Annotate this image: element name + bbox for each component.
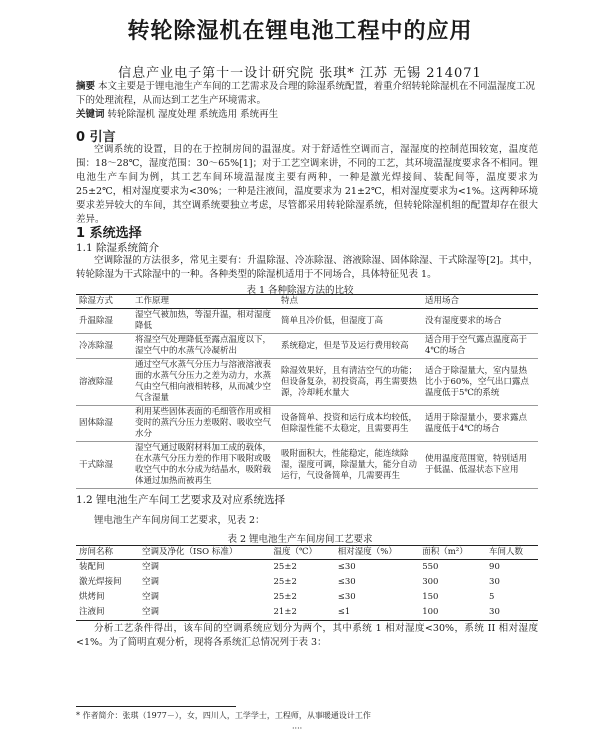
table-cell: ≤30	[337, 562, 356, 572]
keywords-text: 转轮除湿机 湿度处理 系统选用 系统再生	[107, 109, 279, 120]
table-cell: 冷冻除湿	[76, 334, 132, 359]
paragraph-1-2: 锂电池生产车间房间工艺要求，见表 2：	[94, 515, 265, 526]
table-cell: 通过空气水蒸气分压力与溶液溶液表面的水蒸气分压力之差为动力，水蒸气由空气相向液相转移，从而减少空气含湿量	[132, 359, 278, 406]
table-cell: 利用某些固体表面的毛细管作用或相变时的蒸汽分压力差吸附、吸收空气水分	[132, 406, 278, 442]
paragraph-table3-intro: 分析工艺条件得出，该车间的空调系统应划分为两个，其中系统 1 相对湿度<30%，系统 II 相对湿度<1%。为了简明直观分析，现将各系统汇总情况列于表 3：	[76, 623, 538, 648]
table-cell: ≤30	[337, 577, 356, 587]
table-cell: 除湿效果好，且有清洁空气的功能；但设备复杂，初投资高，再生需要热源，冷却耗水量大	[278, 359, 422, 406]
keywords	[76, 108, 536, 122]
table-row	[76, 560, 538, 576]
table1-header: 工作原理	[132, 295, 278, 309]
table1-header: 特点	[278, 295, 422, 309]
table2-header: 温度（℃）	[271, 546, 335, 560]
table-cell: 设备简单、投资和运行成本均较低，但除湿性能不太稳定，且需要再生	[278, 406, 422, 442]
table-cell: 空调	[141, 577, 159, 587]
table-cell: 适用于除湿量小，要求露点温度低于4℃的场合	[422, 406, 538, 442]
table-cell: 没有湿度要求的场合	[422, 309, 538, 334]
table-cell: 湿空气被加热，等湿升温，相对湿度降低	[132, 309, 278, 334]
table-cell: 注液间	[79, 607, 105, 617]
table-cell: ≤30	[337, 592, 356, 602]
footnote-divider	[76, 706, 236, 707]
table-cell: 固体除湿	[76, 406, 132, 442]
table-cell: 系统稳定，但是节及运行费用较高	[278, 334, 422, 359]
table2-header: 面积（m²）	[419, 546, 486, 560]
author-footnote: * 作者简介：张琪（1977－），女，四川人，工学学士，工程师，从事暖通设计工作	[76, 711, 371, 720]
table-cell: 30	[489, 607, 500, 617]
table-cell: 150	[422, 592, 439, 602]
table-cell: 21±2	[273, 607, 297, 617]
table-row	[76, 442, 538, 489]
table-workshop-requirements	[76, 545, 538, 621]
table-cell: 550	[422, 562, 439, 572]
table-cell: 干式除湿	[76, 442, 132, 489]
table-cell: 装配间	[79, 562, 105, 572]
paragraph-1-1: 空调除湿的方法很多，常见主要有：升温除湿、冷冻除湿、溶液除湿、固体除湿、干式除湿等[2]。其中，转轮除湿为干式除湿中的一种。各种类型的除湿机适用于不同场合，具体特征见表 1。	[76, 255, 538, 280]
table-cell: 25±2	[273, 562, 297, 572]
abstract	[76, 80, 536, 108]
table-cell: 简单且冷价低，但湿度丁高	[278, 309, 422, 334]
table-row	[76, 309, 538, 334]
table-row	[76, 334, 538, 359]
table-cell: 使用温度范围宽，特别适用于低温、低湿状态下应用	[422, 442, 538, 489]
table-cell: 90	[489, 562, 500, 572]
table-cell: 空调	[141, 592, 159, 602]
table2-header: 空调及净化（ISO 标准）	[139, 546, 271, 560]
keywords-label: 关键词	[76, 109, 105, 120]
table-cell: 5	[489, 592, 495, 602]
paper-title: 转轮除湿机在锂电池工程中的应用	[127, 19, 473, 44]
table-cell: 将湿空气处理降低至露点温度以下，湿空气中的水蒸气冷凝析出	[132, 334, 278, 359]
section-heading-intro: 0 引言	[76, 130, 116, 145]
intro-paragraph: 空调系统的设置，目的在于控制房间的温湿度。对于舒适性空调而言，湿湿度的控制范围较宽，温度范围：18～28℃，湿度范围：30～65%[1]；对于工艺空调来讲，不同的工艺，其环境温湿度要求各不相同。锂电池生产车间为例，其工艺车间环境温湿度主要有两种，一种是激光焊接间、装配间等，温度要求为 25±2℃，相对湿度要求为<30%；一种是注液间，温度要求为 21±2℃，相对湿度要求为<1%。这两种环境要求差异较大的车间，其空调系统要独立考虑，尽管都采用转轮除湿系统，但转轮除湿机组的配置却存在很大差异。	[76, 144, 538, 225]
table-cell: 空调	[141, 607, 159, 617]
table-cell: 25±2	[273, 577, 297, 587]
table-cell: 适合用于空气露点温度高于4℃的场合	[422, 334, 538, 359]
page-mark: ····	[292, 724, 303, 733]
table-row	[76, 605, 538, 621]
table-cell: 30	[489, 577, 500, 587]
table-cell: 100	[422, 607, 439, 617]
table-row	[76, 406, 538, 442]
abstract-label: 摘要	[76, 81, 96, 92]
table-row	[76, 359, 538, 406]
table-cell: 激光焊接间	[79, 577, 122, 587]
table-row	[76, 590, 538, 605]
table-cell: ≤1	[337, 607, 351, 617]
table-cell: 升温除湿	[76, 309, 132, 334]
abstract-text: 本文主要是于锂电池生产车间的工艺需求及合理的除湿系统配置，着重介绍转轮除湿机在不同温湿度工况下的处理流程，从而达到工艺生产环境需求。	[76, 81, 536, 106]
table-cell: 湿空气通过吸附材料加工成的载体，在水蒸气分压力差的作用下吸附或吸收空气中的水分成为结晶水，吸附载体通过加热而被再生	[132, 442, 278, 489]
table-cell: 空调	[141, 562, 159, 572]
section-heading-system: 1 系统选择	[76, 226, 142, 241]
table1-caption: 表 1 各种除湿方法的比较	[246, 285, 354, 296]
table-cell: 溶液除湿	[76, 359, 132, 406]
table1-header: 除湿方式	[76, 295, 132, 309]
subsection-heading-1-1: 1.1 除湿系统简介	[76, 242, 160, 254]
table-cell: 吸附面积大，性能稳定，能连续除湿，湿度可调，除湿量大，能分自动运行，气设备简单，几需要再生	[278, 442, 422, 489]
table-cell: 烘烤间	[79, 592, 105, 602]
table-cell: 适合于除湿量大，室内显热比小于60%，空气出口露点温度低于5℃的系统	[422, 359, 538, 406]
author-affiliation: 信息产业电子第十一设计研究院 张琪* 江苏 无锡 214071	[118, 66, 482, 81]
table2-caption: 表 2 锂电池生产车间房间工艺要求	[227, 534, 373, 545]
table-row	[76, 575, 538, 590]
table-dehumidification-methods	[76, 294, 538, 489]
table2-header: 车间人数	[486, 546, 538, 560]
subsection-heading-1-2: 1.2 锂电池生产车间工艺要求及对应系统选择	[76, 494, 286, 506]
table-cell: 300	[422, 577, 439, 587]
table-cell: 25±2	[273, 592, 297, 602]
table2-header: 房间名称	[76, 546, 139, 560]
table2-header: 相对湿度（%）	[335, 546, 419, 560]
table1-header: 适用场合	[422, 295, 538, 309]
